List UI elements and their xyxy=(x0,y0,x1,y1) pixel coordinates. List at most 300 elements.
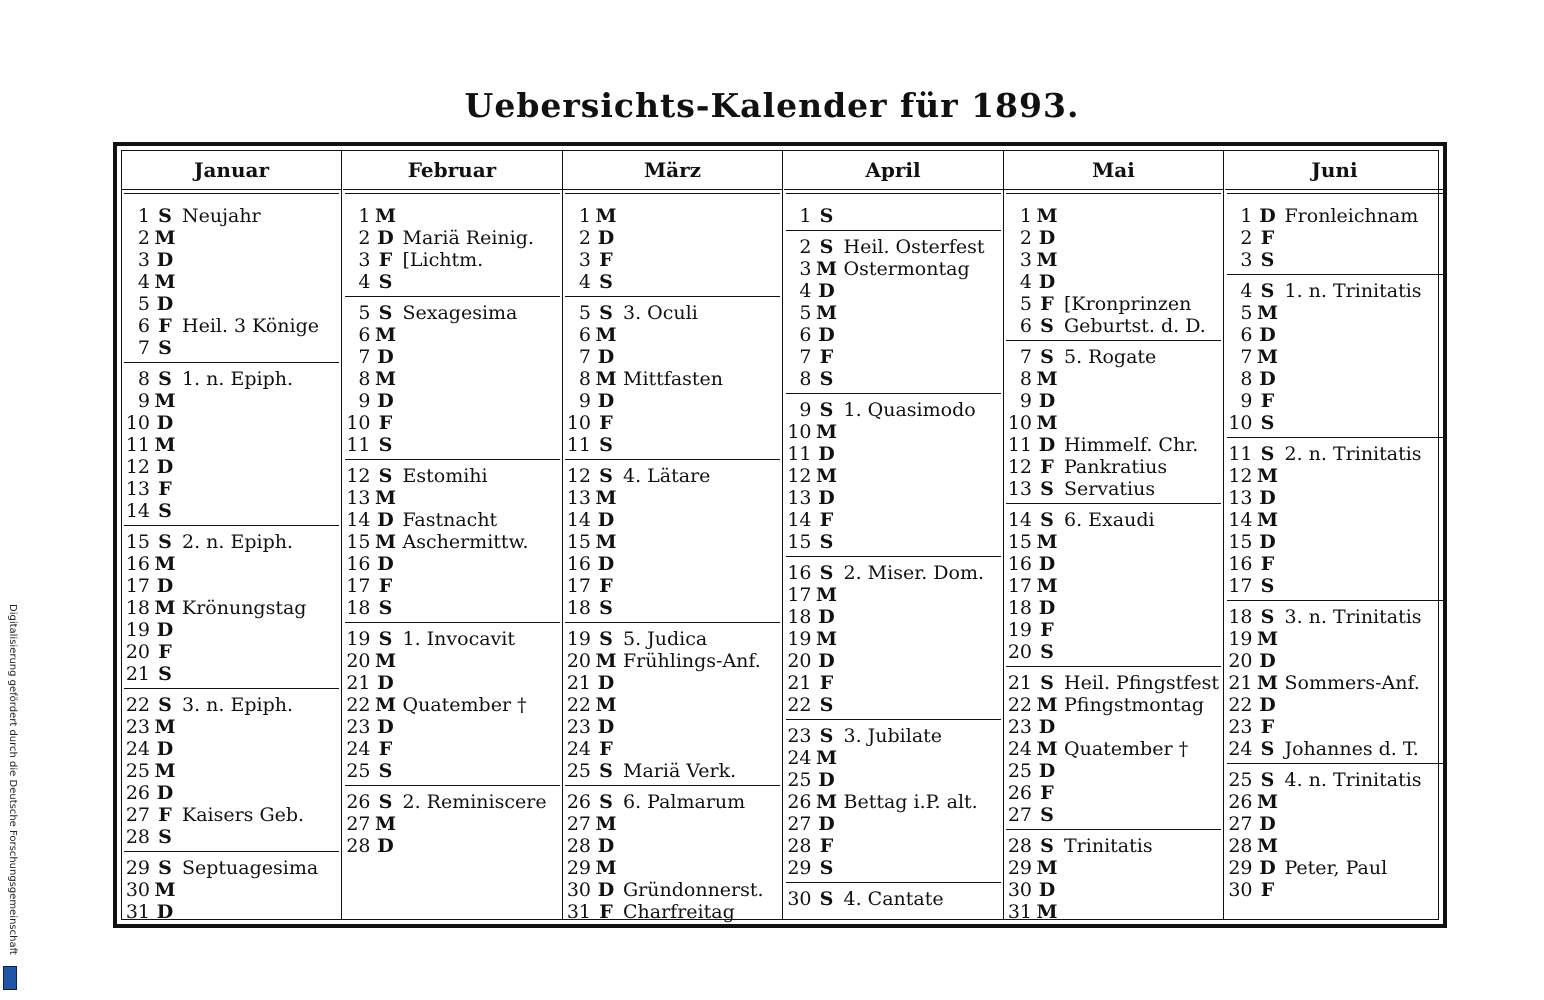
month-column-5 xyxy=(1004,151,1224,923)
week-separator xyxy=(345,459,560,460)
day-number: 25 xyxy=(787,769,812,791)
day-number: 20 xyxy=(346,650,371,672)
day-number: 28 xyxy=(787,835,812,857)
weekday-letter: S xyxy=(378,597,393,619)
weekday-letter: D xyxy=(377,553,394,575)
weekday-letter: F xyxy=(378,575,393,597)
day-row xyxy=(1225,628,1445,650)
weekday-letter: M xyxy=(1036,249,1058,271)
day-number: 8 xyxy=(799,368,812,390)
day-row xyxy=(784,791,1003,813)
weekday-letter: S xyxy=(158,826,172,848)
day-number: 6 xyxy=(578,324,591,346)
day-number: 11 xyxy=(125,434,150,456)
holiday-note: 2. Miser. Dom. xyxy=(843,562,984,584)
day-row xyxy=(343,597,562,619)
day-row xyxy=(1225,813,1445,835)
day-row xyxy=(1004,879,1223,901)
weekday-letter: D xyxy=(818,769,835,791)
day-number: 31 xyxy=(566,901,591,923)
holiday-note: Quatember † xyxy=(1064,738,1189,760)
day-row xyxy=(122,271,341,293)
day-row xyxy=(1225,879,1445,901)
weekday-letter: F xyxy=(1260,879,1275,901)
day-number: 4 xyxy=(1240,280,1253,302)
weekday-letter: D xyxy=(818,487,835,509)
day-number: 3 xyxy=(578,249,591,271)
holiday-note: Mariä Reinig. xyxy=(402,227,534,249)
day-row xyxy=(343,249,562,271)
day-row xyxy=(784,650,1003,672)
day-row xyxy=(563,465,782,487)
holiday-note: Trinitatis xyxy=(1064,835,1153,857)
weekday-letter: S xyxy=(1040,835,1054,857)
weekday-letter: M xyxy=(1256,835,1279,857)
day-number: 14 xyxy=(566,509,591,531)
day-row xyxy=(563,271,782,293)
weekday-letter: M xyxy=(374,205,397,227)
day-number: 23 xyxy=(1007,716,1032,738)
day-number: 1 xyxy=(1019,205,1032,227)
day-number: 12 xyxy=(1228,465,1253,487)
week-separator xyxy=(1227,274,1443,275)
day-row xyxy=(343,390,562,412)
day-row xyxy=(563,368,782,390)
day-row xyxy=(1004,782,1223,804)
weekday-letter: M xyxy=(1036,412,1058,434)
day-row xyxy=(343,716,562,738)
day-number: 21 xyxy=(125,663,150,685)
weekday-letter: M xyxy=(374,650,397,672)
weekday-letter: F xyxy=(819,672,834,694)
day-row xyxy=(122,826,341,848)
weekday-letter: M xyxy=(1036,694,1058,716)
day-number: 28 xyxy=(1228,835,1253,857)
day-row xyxy=(1004,901,1223,923)
weekday-letter: F xyxy=(158,641,172,663)
day-number: 12 xyxy=(346,465,371,487)
day-number: 27 xyxy=(1007,804,1032,826)
weekday-letter: D xyxy=(156,456,174,478)
weekday-letter: D xyxy=(597,509,615,531)
day-number: 7 xyxy=(137,337,150,359)
day-number: 10 xyxy=(566,412,591,434)
weekday-letter: M xyxy=(595,324,617,346)
weekday-letter: D xyxy=(818,606,835,628)
day-number: 26 xyxy=(787,791,812,813)
weekday-letter: S xyxy=(378,760,393,782)
holiday-note: 1. Invocavit xyxy=(402,628,515,650)
weekday-letter: S xyxy=(599,271,613,293)
day-row xyxy=(784,725,1003,747)
day-row xyxy=(1004,553,1223,575)
day-row xyxy=(122,315,341,337)
day-number: 13 xyxy=(566,487,591,509)
day-row xyxy=(1225,769,1445,791)
week-separator xyxy=(786,882,1001,883)
week-separator xyxy=(1227,763,1443,764)
weekday-letter: S xyxy=(378,791,393,813)
day-row xyxy=(563,857,782,879)
day-row xyxy=(563,227,782,249)
weekday-letter: M xyxy=(595,857,617,879)
weekday-letter: F xyxy=(158,315,172,337)
weekday-letter: D xyxy=(1038,227,1056,249)
week-separator xyxy=(345,622,560,623)
weekday-letter: D xyxy=(597,227,615,249)
day-row xyxy=(1225,280,1445,302)
day-number: 15 xyxy=(566,531,591,553)
holiday-note: Aschermittw. xyxy=(402,531,529,553)
day-row xyxy=(122,434,341,456)
day-number: 21 xyxy=(346,672,371,694)
day-number: 29 xyxy=(566,857,591,879)
weekday-letter: D xyxy=(156,901,174,923)
week-separator xyxy=(565,785,780,786)
month-column-1 xyxy=(122,151,342,923)
weekday-letter: M xyxy=(1256,509,1279,531)
day-row xyxy=(122,879,341,901)
day-row xyxy=(563,901,782,923)
day-row xyxy=(1004,531,1223,553)
weekday-letter: M xyxy=(595,205,617,227)
day-row xyxy=(1225,390,1445,412)
weekday-letter: D xyxy=(597,672,615,694)
weekday-letter: S xyxy=(819,562,834,584)
day-number: 18 xyxy=(125,597,150,619)
day-number: 28 xyxy=(1007,835,1032,857)
day-number: 28 xyxy=(566,835,591,857)
day-number: 29 xyxy=(787,857,812,879)
day-row xyxy=(784,205,1003,227)
day-number: 3 xyxy=(358,249,371,271)
day-row xyxy=(1004,575,1223,597)
day-number: 29 xyxy=(1228,857,1253,879)
day-row xyxy=(563,487,782,509)
weekday-letter: S xyxy=(1260,769,1275,791)
weekday-letter: S xyxy=(1260,738,1275,760)
day-number: 4 xyxy=(358,271,371,293)
weekday-letter: D xyxy=(156,249,174,271)
weekday-letter: F xyxy=(599,738,613,760)
weekday-letter: S xyxy=(599,302,613,324)
day-number: 26 xyxy=(566,791,591,813)
week-separator xyxy=(124,851,339,852)
day-row xyxy=(1004,249,1223,271)
day-row xyxy=(122,738,341,760)
day-row xyxy=(1004,293,1223,315)
day-row xyxy=(343,205,562,227)
weekday-letter: S xyxy=(1260,280,1275,302)
day-number: 7 xyxy=(1019,346,1032,368)
day-row xyxy=(122,575,341,597)
holiday-note: Pfingstmontag xyxy=(1064,694,1205,716)
weekday-letter: M xyxy=(154,553,176,575)
week-separator xyxy=(1006,829,1221,830)
weekday-letter: D xyxy=(1259,205,1276,227)
day-number: 18 xyxy=(566,597,591,619)
day-row xyxy=(1004,390,1223,412)
day-row xyxy=(1004,738,1223,760)
day-row xyxy=(343,553,562,575)
weekday-letter: F xyxy=(819,509,834,531)
day-row xyxy=(784,487,1003,509)
day-row xyxy=(343,650,562,672)
day-row xyxy=(563,434,782,456)
day-row xyxy=(122,857,341,879)
weekday-letter: F xyxy=(378,249,393,271)
day-number: 6 xyxy=(1019,315,1032,337)
weekday-letter: D xyxy=(597,390,615,412)
day-row xyxy=(1004,619,1223,641)
day-number: 7 xyxy=(799,346,812,368)
day-number: 12 xyxy=(125,456,150,478)
day-number: 14 xyxy=(346,509,371,531)
day-number: 19 xyxy=(566,628,591,650)
weekday-letter: S xyxy=(1040,478,1054,500)
weekday-letter: S xyxy=(819,694,834,716)
weekday-letter: S xyxy=(158,500,172,522)
day-row xyxy=(122,619,341,641)
week-separator xyxy=(1227,600,1443,601)
day-number: 30 xyxy=(1007,879,1032,901)
weekday-letter: D xyxy=(377,509,394,531)
day-row xyxy=(784,443,1003,465)
header-rule xyxy=(124,193,339,194)
day-row xyxy=(1225,368,1445,390)
day-number: 21 xyxy=(1228,672,1253,694)
day-row xyxy=(563,324,782,346)
weekday-letter: F xyxy=(1040,293,1054,315)
day-number: 13 xyxy=(1007,478,1032,500)
weekday-letter: M xyxy=(815,465,838,487)
day-number: 22 xyxy=(1228,694,1253,716)
holiday-note: 3. Oculi xyxy=(623,302,698,324)
page-title: Uebersichts-Kalender für 1893. xyxy=(464,86,1080,125)
weekday-letter: M xyxy=(815,258,838,280)
day-row xyxy=(563,597,782,619)
holiday-note: 6. Exaudi xyxy=(1064,509,1155,531)
day-row xyxy=(122,760,341,782)
month-header: Januar xyxy=(122,151,341,190)
day-number: 25 xyxy=(346,760,371,782)
day-number: 18 xyxy=(1228,606,1253,628)
weekday-letter: S xyxy=(378,271,393,293)
weekday-letter: M xyxy=(374,487,397,509)
day-number: 3 xyxy=(1240,249,1253,271)
day-row xyxy=(122,641,341,663)
weekday-letter: D xyxy=(1038,716,1056,738)
weekday-letter: D xyxy=(597,716,615,738)
month-column-2 xyxy=(343,151,563,919)
day-number: 17 xyxy=(125,575,150,597)
holiday-note: Sexagesima xyxy=(402,302,518,324)
day-row xyxy=(343,694,562,716)
day-row xyxy=(1004,716,1223,738)
day-number: 25 xyxy=(566,760,591,782)
weekday-letter: M xyxy=(374,694,397,716)
weekday-letter: S xyxy=(158,368,172,390)
day-number: 2 xyxy=(1019,227,1032,249)
weekday-letter: S xyxy=(1040,509,1054,531)
day-row xyxy=(1225,835,1445,857)
weekday-letter: F xyxy=(378,738,393,760)
day-number: 17 xyxy=(1228,575,1253,597)
holiday-note: 2. Reminiscere xyxy=(402,791,547,813)
day-row xyxy=(122,901,341,923)
weekday-letter: F xyxy=(599,901,613,923)
day-row xyxy=(122,500,341,522)
day-number: 10 xyxy=(1228,412,1253,434)
day-number: 3 xyxy=(137,249,150,271)
weekday-letter: M xyxy=(1256,302,1279,324)
month-header: Mai xyxy=(1004,151,1223,190)
day-number: 22 xyxy=(1007,694,1032,716)
weekday-letter: S xyxy=(819,531,834,553)
weekday-letter: D xyxy=(1038,390,1056,412)
day-row xyxy=(563,760,782,782)
weekday-letter: M xyxy=(374,813,397,835)
day-row xyxy=(343,324,562,346)
day-row xyxy=(122,293,341,315)
weekday-letter: M xyxy=(815,302,838,324)
weekday-letter: D xyxy=(1259,324,1276,346)
weekday-letter: M xyxy=(595,368,617,390)
day-row xyxy=(343,813,562,835)
day-number: 19 xyxy=(1007,619,1032,641)
day-number: 30 xyxy=(125,879,150,901)
day-number: 9 xyxy=(578,390,591,412)
day-row xyxy=(1004,509,1223,531)
day-row xyxy=(563,249,782,271)
week-separator xyxy=(1227,437,1443,438)
month-header: März xyxy=(563,151,782,190)
day-number: 7 xyxy=(578,346,591,368)
day-number: 20 xyxy=(125,641,150,663)
day-row xyxy=(122,782,341,804)
weekday-letter: S xyxy=(1260,606,1275,628)
holiday-note: Pankratius xyxy=(1064,456,1168,478)
weekday-letter: M xyxy=(815,628,838,650)
weekday-letter: M xyxy=(595,813,617,835)
day-number: 23 xyxy=(346,716,371,738)
day-number: 8 xyxy=(578,368,591,390)
day-row xyxy=(563,694,782,716)
day-row xyxy=(784,628,1003,650)
day-row xyxy=(784,606,1003,628)
day-number: 10 xyxy=(1007,412,1032,434)
day-row xyxy=(784,302,1003,324)
weekday-letter: M xyxy=(374,324,397,346)
day-number: 20 xyxy=(1007,641,1032,663)
day-row xyxy=(1225,465,1445,487)
weekday-letter: D xyxy=(597,553,615,575)
holiday-note: Sommers-Anf. xyxy=(1284,672,1420,694)
weekday-letter: D xyxy=(1259,368,1276,390)
day-number: 16 xyxy=(1228,553,1253,575)
day-number: 17 xyxy=(1007,575,1032,597)
holiday-note: Heil. Pfingstfest xyxy=(1064,672,1219,694)
day-number: 26 xyxy=(125,782,150,804)
holiday-note: Neujahr xyxy=(182,205,261,227)
holiday-note: Frühlings-Anf. xyxy=(623,650,761,672)
holiday-note: Estomihi xyxy=(402,465,488,487)
day-row xyxy=(343,509,562,531)
day-number: 22 xyxy=(787,694,812,716)
weekday-letter: S xyxy=(819,368,834,390)
day-row xyxy=(1225,531,1445,553)
day-row xyxy=(563,302,782,324)
day-row xyxy=(784,324,1003,346)
day-number: 19 xyxy=(787,628,812,650)
holiday-note: Peter, Paul xyxy=(1284,857,1388,879)
day-number: 12 xyxy=(787,465,812,487)
day-row xyxy=(122,456,341,478)
weekday-letter: S xyxy=(158,337,172,359)
day-number: 14 xyxy=(125,500,150,522)
day-number: 15 xyxy=(125,531,150,553)
day-number: 6 xyxy=(358,324,371,346)
day-number: 2 xyxy=(1240,227,1253,249)
day-number: 20 xyxy=(1228,650,1253,672)
day-row xyxy=(784,421,1003,443)
weekday-letter: D xyxy=(818,280,835,302)
day-number: 13 xyxy=(125,478,150,500)
day-row xyxy=(1225,487,1445,509)
day-row xyxy=(1225,716,1445,738)
weekday-letter: M xyxy=(1256,628,1279,650)
dfg-logo-icon xyxy=(3,966,17,990)
day-row xyxy=(1225,650,1445,672)
day-row xyxy=(563,791,782,813)
holiday-note: 1. Quasimodo xyxy=(843,399,976,421)
weekday-letter: M xyxy=(154,597,176,619)
day-row xyxy=(784,465,1003,487)
day-row xyxy=(1004,478,1223,500)
day-number: 10 xyxy=(787,421,812,443)
day-number: 14 xyxy=(787,509,812,531)
weekday-letter: M xyxy=(374,368,397,390)
holiday-note: 1. n. Trinitatis xyxy=(1284,280,1422,302)
weekday-letter: D xyxy=(1259,531,1276,553)
weekday-letter: F xyxy=(1260,716,1275,738)
day-row xyxy=(784,399,1003,421)
holiday-note: Geburtst. d. D. xyxy=(1064,315,1206,337)
day-row xyxy=(1004,368,1223,390)
weekday-letter: F xyxy=(599,575,613,597)
day-number: 24 xyxy=(125,738,150,760)
day-number: 12 xyxy=(566,465,591,487)
header-rule xyxy=(1006,193,1221,194)
weekday-letter: D xyxy=(156,782,174,804)
weekday-letter: S xyxy=(378,302,393,324)
day-number: 22 xyxy=(346,694,371,716)
day-number: 5 xyxy=(137,293,150,315)
weekday-letter: M xyxy=(374,531,397,553)
weekday-letter: D xyxy=(818,650,835,672)
holiday-note: 2. n. Trinitatis xyxy=(1284,443,1422,465)
weekday-letter: M xyxy=(154,390,176,412)
day-row xyxy=(122,716,341,738)
day-row xyxy=(563,531,782,553)
day-number: 23 xyxy=(125,716,150,738)
day-number: 29 xyxy=(1007,857,1032,879)
weekday-letter: M xyxy=(815,747,838,769)
day-row xyxy=(563,813,782,835)
calendar-table xyxy=(121,150,1439,923)
day-row xyxy=(122,597,341,619)
weekday-letter: F xyxy=(1260,227,1275,249)
